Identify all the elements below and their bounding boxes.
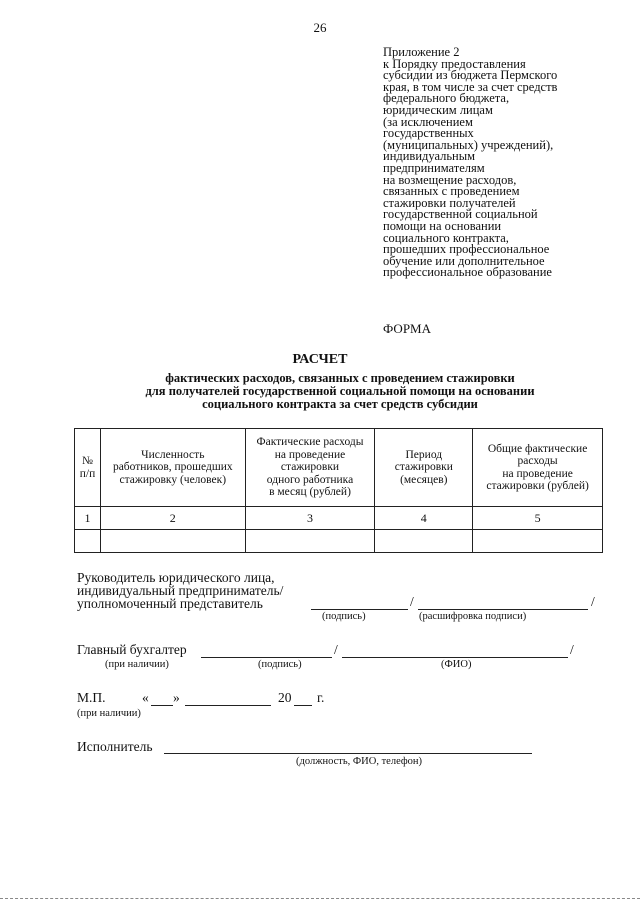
slash-divider: / <box>570 642 574 657</box>
blank-cell <box>473 530 603 553</box>
document-subtitle <box>60 372 620 411</box>
subtitle-line: для получателей государственной социальной помощи на основании <box>145 384 535 398</box>
signature-caption: (подпись) <box>322 611 366 622</box>
appendix-line: (за исключением <box>383 114 473 129</box>
form-label: ФОРМА <box>383 321 431 336</box>
header-cell-period <box>375 429 473 507</box>
year-suffix: г. <box>317 690 325 705</box>
appendix-line: края, в том числе за счет средств <box>383 79 558 94</box>
appendix-line: государственных <box>383 126 474 141</box>
appendix-line: прошедших профессиональное <box>383 242 550 257</box>
header-text: Общие фактические <box>487 442 588 455</box>
page-bottom-edge <box>0 898 640 899</box>
column-number-cell: 4 <box>375 507 473 530</box>
header-text: Численность <box>141 448 205 461</box>
fio-caption: (ФИО) <box>441 659 472 670</box>
header-cell-total-expenses <box>473 429 603 507</box>
date-day-line <box>151 705 173 706</box>
header-text: в месяц (рублей) <box>269 486 351 499</box>
head-line: уполномоченный представитель <box>77 596 263 611</box>
header-cell-employees <box>100 429 245 507</box>
head-decoding-line <box>418 609 588 610</box>
header-text: работников, прошедших <box>112 461 233 474</box>
stamp-if-present-caption: (при наличии) <box>77 708 141 719</box>
appendix-line: помощи на основании <box>383 218 502 233</box>
executor-label: Исполнитель <box>77 739 153 754</box>
if-present-caption: (при наличии) <box>105 659 169 670</box>
slash-divider: / <box>334 642 338 657</box>
header-text: стажировки <box>394 461 453 474</box>
appendix-line: на возмещение расходов, <box>383 172 517 187</box>
slash-divider: / <box>591 594 595 609</box>
year-prefix: 20 <box>278 690 292 705</box>
date-quote-open: « <box>142 690 149 705</box>
header-text: (месяцев) <box>400 473 448 486</box>
header-text: стажировки (рублей) <box>486 480 589 492</box>
table-header-row <box>75 429 603 507</box>
column-number-cell: 5 <box>473 507 603 530</box>
appendix-line: Приложение 2 <box>383 45 460 59</box>
header-text: на проведение <box>274 448 346 461</box>
header-text: Фактические расходы <box>256 436 364 449</box>
appendix-line: стажировки получателей <box>383 195 516 210</box>
page-number: 26 <box>313 20 327 35</box>
appendix-line: юридическим лицам <box>383 102 493 117</box>
appendix-line: государственной социальной <box>383 207 538 222</box>
date-quote-close: » <box>173 690 180 705</box>
subtitle-line: социального контракта за счет средств субсидии <box>202 397 478 411</box>
appendix-line: (муниципальных) учреждений), <box>383 137 554 152</box>
executor-line <box>164 753 532 754</box>
date-year-line <box>294 705 312 706</box>
appendix-line: индивидуальным <box>383 149 476 164</box>
executor-caption: (должность, ФИО, телефон) <box>296 756 423 767</box>
blank-cell <box>100 530 245 553</box>
calculation-table <box>74 428 603 553</box>
accountant-signature-line <box>201 657 332 658</box>
head-line: индивидуальный предприниматель/ <box>77 583 284 598</box>
blank-cell <box>75 530 101 553</box>
decoding-caption: (расшифровка подписи) <box>419 611 527 622</box>
header-cell-monthly-expenses <box>245 429 375 507</box>
appendix-line: федерального бюджета, <box>383 91 510 106</box>
column-number-cell: 2 <box>100 507 245 530</box>
date-month-line <box>185 705 271 706</box>
column-number-cell: 1 <box>75 507 101 530</box>
column-number-cell: 3 <box>245 507 375 530</box>
table-blank-row <box>75 530 603 553</box>
accountant-signature-caption: (подпись) <box>258 659 302 670</box>
header-text: Период <box>405 448 443 461</box>
appendix-line: связанных с проведением <box>383 184 520 199</box>
appendix-line: профессиональное образование <box>383 265 552 280</box>
accountant-fio-line <box>342 657 568 658</box>
table-column-numbers-row <box>75 507 603 530</box>
subtitle-line: фактических расходов, связанных с проведением стажировки <box>165 371 515 385</box>
header-text: стажировки <box>280 461 340 474</box>
chief-accountant-label: Главный бухгалтер <box>77 642 187 657</box>
head-signatory-label <box>77 571 283 610</box>
header-text: п/п <box>79 467 96 480</box>
appendix-line: предпринимателям <box>383 160 485 175</box>
header-text: № <box>81 455 93 467</box>
header-text: стажировку (человек) <box>119 473 227 486</box>
appendix-line: к Порядку предоставления <box>383 56 526 71</box>
appendix-line: обучение или дополнительное <box>383 253 545 268</box>
header-text: на проведение <box>502 467 573 480</box>
head-signature-line <box>311 609 408 610</box>
document-title: РАСЧЕТ <box>292 352 348 367</box>
blank-cell <box>245 530 375 553</box>
head-line: Руководитель юридического лица, <box>77 570 275 585</box>
appendix-header <box>383 47 623 279</box>
appendix-line: социального контракта, <box>383 230 509 245</box>
slash-divider: / <box>410 594 414 609</box>
stamp-label: М.П. <box>77 690 106 705</box>
appendix-line: субсидии из бюджета Пермского <box>383 68 558 83</box>
header-text: расходы <box>517 455 558 467</box>
header-text: одного работника <box>266 473 354 486</box>
blank-cell <box>375 530 473 553</box>
header-cell-number <box>75 429 101 507</box>
